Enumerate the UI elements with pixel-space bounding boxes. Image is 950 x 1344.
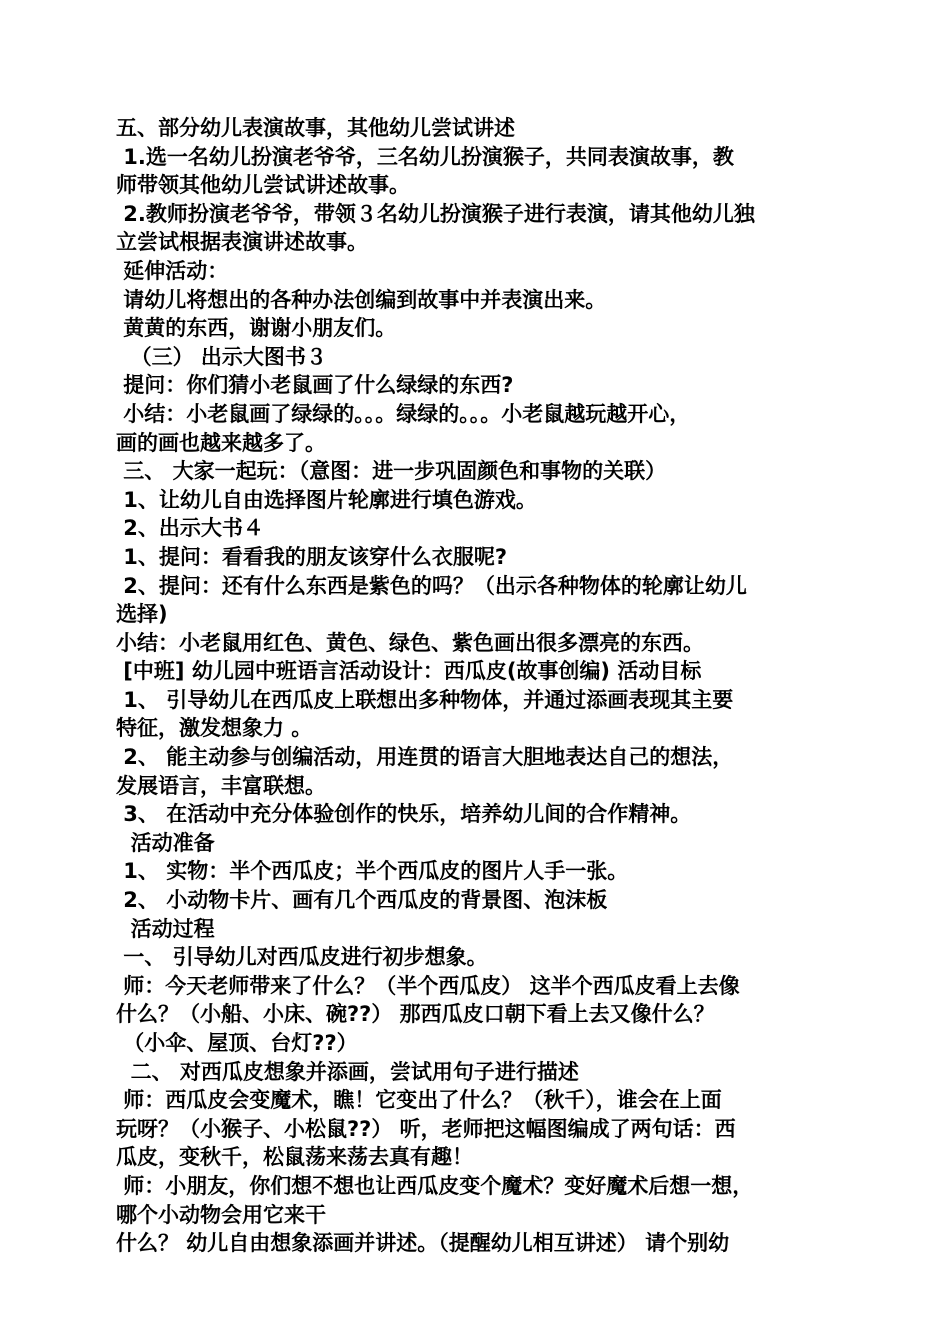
text-line: 特征，激发想象力 。 xyxy=(116,716,313,741)
text-line: 师：小朋友，你们想不想也让西瓜皮变个魔术？变好魔术后想一想， xyxy=(116,1173,754,1198)
text-line: 五、部分幼儿表演故事，其他幼儿尝试讲述 xyxy=(116,116,515,140)
text-line: （小伞、屋顶、台灯??） xyxy=(116,1031,358,1055)
text-line: 小结：小老鼠画了绿绿的。。。绿绿的。。。小老鼠越玩越开心， xyxy=(116,401,691,426)
text-line: 二、 对西瓜皮想象并添画，尝试用句子进行描述 xyxy=(116,1059,579,1084)
text-line: 2、 小动物卡片、画有几个西瓜皮的背景图、泡沫板 xyxy=(116,888,608,913)
text-line: 2、 能主动参与创编活动，用连贯的语言大胆地表达自己的想法， xyxy=(116,745,734,770)
text-line: 选择) xyxy=(116,602,168,627)
text-line: 延伸活动： xyxy=(116,258,229,283)
text-line: 黄黄的东西，谢谢小朋友们。 xyxy=(116,316,397,341)
text-line: 什么？（小船、小床、碗??） 那西瓜皮口朝下看上去又像什么？ xyxy=(116,1002,715,1027)
text-line: 提问：你们猜小老鼠画了什么绿绿的东西? xyxy=(116,373,514,398)
text-line: （三） 出示大图书３ xyxy=(116,344,327,369)
text-line: 三、 大家一起玩：（意图：进一步巩固颜色和事物的关联） xyxy=(116,459,667,484)
text-line: 请幼儿将想出的各种办法创编到故事中并表演出来。 xyxy=(116,287,607,312)
text-line: 1、提问：看看我的朋友该穿什么衣服呢? xyxy=(116,544,508,569)
text-line: 1、让幼儿自由选择图片轮廓进行填色游戏。 xyxy=(116,487,537,512)
text-line: 发展语言，丰富联想。 xyxy=(116,773,326,798)
text-line: 小结：小老鼠用红色、黄色、绿色、紫色画出很多漂亮的东西。 xyxy=(116,630,704,655)
text-line: 2.教师扮演老爷爷，带领３名幼儿扮演猴子进行表演，请其他幼儿独 xyxy=(116,201,755,226)
text-line: 立尝试根据表演讲述故事。 xyxy=(116,230,368,255)
text-line: 1、 引导幼儿在西瓜皮上联想出多种物体，并通过添画表现其主要 xyxy=(116,687,734,712)
text-line: 1.选一名幼儿扮演老爷爷，三名幼儿扮演猴子，共同表演故事，教 xyxy=(116,144,734,169)
text-line: 3、 在活动中充分体验创作的快乐，培养幼儿间的合作精神。 xyxy=(116,802,692,827)
text-line: 师：今天老师带来了什么？（半个西瓜皮） 这半个西瓜皮看上去像 xyxy=(116,973,740,998)
text-line: 1、 实物：半个西瓜皮；半个西瓜皮的图片人手一张。 xyxy=(116,859,629,884)
document-body xyxy=(116,114,846,1258)
text-line: 画的画也越来越多了。 xyxy=(116,430,326,455)
text-line: 一、 引导幼儿对西瓜皮进行初步想象。 xyxy=(116,945,488,970)
text-line: 2、提问：还有什么东西是紫色的吗？（出示各种物体的轮廓让幼儿 xyxy=(116,573,747,598)
text-line: 活动过程 xyxy=(116,916,215,941)
text-line: 师：西瓜皮会变魔术，瞧！它变出了什么？（秋千），谁会在上面 xyxy=(116,1088,722,1113)
text-line: 2、出示大书４ xyxy=(116,516,264,541)
text-line: 瓜皮，变秋千，松鼠荡来荡去真有趣！ xyxy=(116,1145,473,1170)
text-line: 玩呀？（小猴子、小松鼠??） 听，老师把这幅图编成了两句话：西 xyxy=(116,1116,736,1141)
text-line: 活动准备 xyxy=(116,830,215,855)
text-line: 哪个小动物会用它来干 xyxy=(116,1202,326,1227)
text-line: 什么？ 幼儿自由想象添画并讲述。（提醒幼儿相互讲述） 请个别幼 xyxy=(116,1231,730,1256)
text-line: [中班] 幼儿园中班语言活动设计：西瓜皮(故事创编) 活动目标 xyxy=(116,659,702,684)
text-line: 师带领其他幼儿尝试讲述故事。 xyxy=(116,173,410,198)
